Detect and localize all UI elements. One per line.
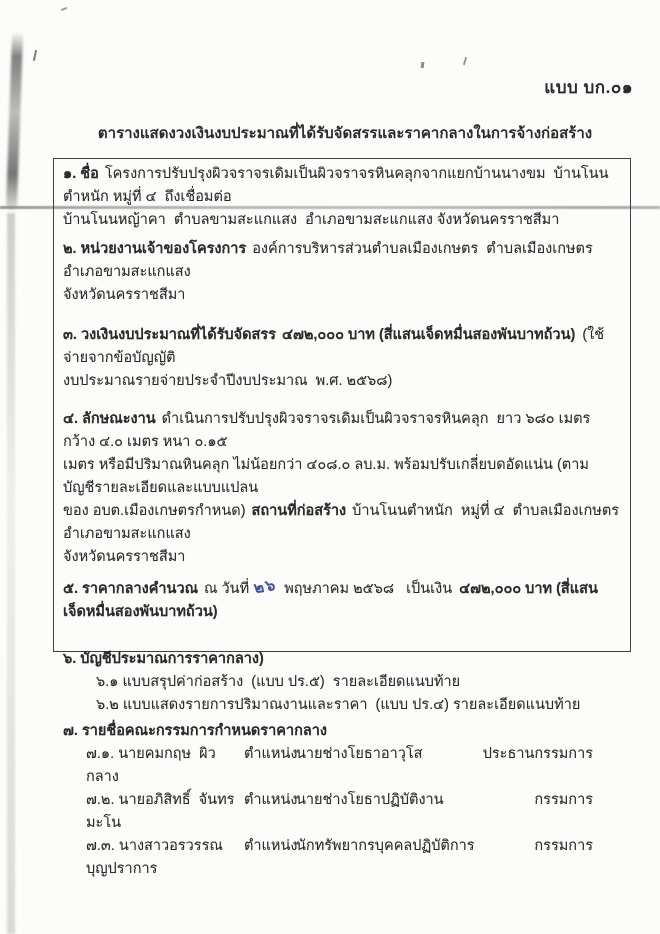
item1-line2 (63, 209, 620, 232)
committee-row-1 (86, 743, 620, 789)
item3-label: ๓. วงเงินงบประมาณที่ได้รับจัดสรร (63, 327, 276, 343)
item3-allocated-budget (63, 324, 620, 393)
item1-text-line2: บ้านโนนหญ้าคา ตำบลขามสะแกแสง อำเภอขามสะแกแสง จังหวัดนครราชสีมา (63, 212, 560, 228)
item4-text-line4: จังหวัดนครราชสีมา (63, 549, 186, 565)
item6-sub2-text: ๖.๒ แบบแสดงรายการปริมาณงานและราคา (แบบ ปร.๔) รายละเอียดแนบท้าย (96, 697, 581, 713)
budget-table-box (53, 158, 631, 877)
item7-heading (63, 720, 620, 743)
scan-speck (61, 7, 67, 11)
item4-line2 (63, 454, 620, 500)
item7-label: ๗. รายชื่อคณะกรรมการกำหนดราคากลาง (63, 723, 327, 739)
item6-sub1 (63, 671, 620, 694)
item6-sub1-text: ๖.๑ แบบสรุปค่าก่อสร้าง (แบบ ปร.๕) รายละเอียดแนบท้าย (96, 674, 461, 690)
form-code-label: แบบ บก.๐๑ (544, 78, 633, 97)
committee-member-position: นายช่างโยธาอาวุโส (296, 746, 423, 762)
item4-label: ๔. ลักษณะงาน (63, 411, 156, 427)
item6-label: ๖. บัญชีประมาณการราคากลาง) (63, 651, 264, 667)
position-word: ตำแหน่ง (244, 746, 298, 762)
committee-member-name: ๗.๓. นางสาวอรวรรณ บุญปราการ (86, 838, 231, 877)
scan-speck (33, 50, 37, 61)
scan-speck (463, 57, 467, 65)
item5-median-price (63, 577, 620, 624)
committee-row-3 (86, 835, 620, 881)
item5-date-prefix: ณ วันที่ (204, 581, 250, 597)
item2-line2 (63, 284, 620, 307)
item2-text-line1: องค์การบริหารส่วนตำบลเมืองเกษตร ตำบลเมืองเกษตร อำเภอขามสะแกแสง (63, 241, 601, 280)
item6-sub2 (63, 694, 620, 717)
item5-label: ๕. ราคากลางคำนวณ (63, 581, 199, 597)
item2-line1 (63, 238, 620, 284)
committee-member-role: กรรมการ (534, 792, 593, 808)
scan-artifact-left-streak (6, 32, 23, 210)
item3-line1 (63, 324, 620, 370)
committee-member-position: นักทรัพยากรบุคคลปฏิบัติการ (296, 838, 475, 854)
item3-amount: ๔๗๒,๐๐๐ บาท (สี่แสนเจ็ดหมื่นสองพันบาทถ้วน) (281, 327, 576, 343)
item1-text-line1: โครงการปรับปรุงผิวจราจรเดิมเป็นผิวจราจรหินคลุกจากแยกบ้านนางขม บ้านโนนตำหนัก หมู่ที่ ๔ ถึงเชื่อมต่อ (63, 166, 609, 205)
item3-note-end: งบประมาณรายจ่ายประจำปีงบประมาณ พ.ศ. ๒๕๖๘) (63, 373, 393, 389)
item4-line1 (63, 408, 620, 454)
item7-committee-list (63, 720, 620, 881)
item4-text-line3-start: ของ อบต.เมืองเกษตรกำหนด) (63, 503, 246, 519)
item3-note-start: (ใช้จ่ายจากข้อบัญญัติ (63, 327, 605, 366)
committee-member-role: กรรมการ (534, 838, 593, 854)
scan-speck (421, 62, 425, 68)
item1-label: ๑. ชื่อ (63, 166, 99, 182)
item4-text-line2: เมตร หรือมีปริมาณหินคลุก ไม่น้อยกว่า ๔๐๘.๐ ลบ.ม. พร้อมปรับเกลี่ยบดอัดแน่น (ตามบัญชีรายละเอียดและแบบแปลน (63, 457, 589, 496)
committee-member-name: ๗.๒. นายอภิสิทธิ์ จันทรมะโน (86, 792, 235, 831)
item5-date-rest: พฤษภาคม ๒๕๖๘ เป็นเงิน (284, 581, 453, 597)
item5-amount: ๔๗๒,๐๐๐ บาท (สี่แสนเจ็ดหมื่นสองพันบาทถ้วน) (63, 581, 598, 620)
item6-heading (63, 648, 620, 671)
item2-text-line2: จังหวัดนครราชสีมา (63, 287, 186, 303)
committee-member-position: นายช่างโยธาปฏิบัติงาน (296, 792, 444, 808)
document-title: ตารางแสดงวงเงินงบประมาณที่ได้รับจัดสรรและราคากลางในการจ้างก่อสร้าง (97, 125, 593, 142)
item4-line4 (63, 546, 620, 569)
item6-estimate-accounts (63, 648, 620, 717)
item4-site-label: สถานที่ก่อสร้าง (251, 503, 347, 519)
committee-row-2 (86, 789, 620, 835)
committee-member-name: ๗.๑. นายคมกฤษ ผิวกลาง (86, 746, 216, 785)
item4-line3 (63, 500, 628, 546)
item1-project-name (63, 163, 620, 232)
committee-member-role: ประธานกรรมการ (482, 746, 593, 762)
item4-text-line1: ดำเนินการปรับปรุงผิวจราจรเดิมเป็นผิวจราจรหินคลุก ยาว ๖๘๐ เมตร กว้าง ๔.๐ เมตร หนา ๐.๑๕ (63, 411, 595, 450)
item2-label: ๒. หน่วยงานเจ้าของโครงการ (63, 241, 247, 257)
item5-line (63, 577, 620, 624)
position-word: ตำแหน่ง (244, 838, 298, 854)
item2-owner-agency (63, 238, 620, 307)
handwritten-date: ๒๖ (252, 576, 279, 598)
scan-artifact-left-edge-strip (7, 213, 15, 934)
item3-line2 (63, 370, 620, 393)
position-word: ตำแหน่ง (244, 792, 298, 808)
item4-text-line3-end: บ้านโนนตำหนัก หมู่ที่ ๔ ตำบลเมืองเกษตร อำเภอขามสะแกแสง (63, 503, 628, 542)
item4-work-description (63, 408, 628, 569)
item1-line1 (63, 163, 620, 209)
